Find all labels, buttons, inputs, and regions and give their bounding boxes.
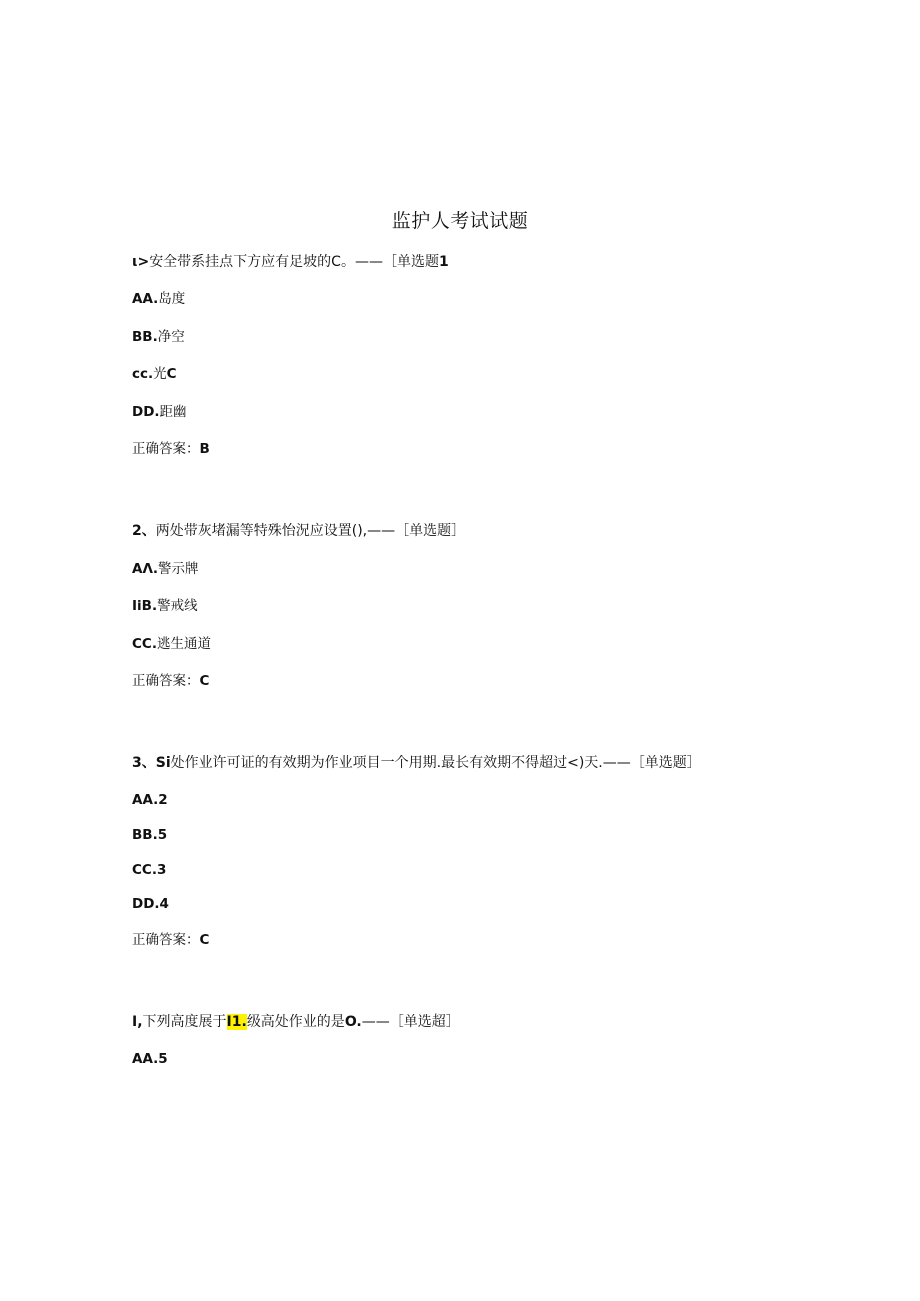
question-tag-end: 1 [438,254,449,270]
option-text: 光 [153,366,167,382]
question-2 [132,521,465,541]
option-c [132,634,211,654]
option-a [132,559,199,579]
option-text: 3 [156,862,167,878]
option-c [132,860,166,880]
option-text: 逃生通道 [156,636,211,652]
question-stem-part: O. [344,1014,362,1030]
option-b [132,825,167,845]
answer-line [132,930,209,950]
option-text: 5 [157,827,168,843]
question-stem-part: ——［单选超］ [361,1014,460,1030]
question-1 [132,252,449,272]
option-a [132,289,185,309]
option-letter: CC. [132,636,157,652]
option-text: 2 [158,792,168,808]
option-letter: IiB. [132,598,158,614]
option-d [132,894,169,914]
question-stem-part: 下列高度展于 [142,1014,227,1030]
question-4 [132,1012,460,1032]
option-suffix: C [166,366,177,382]
option-letter: DD. [132,404,160,420]
option-letter: BB. [132,827,158,843]
option-text: 岛度 [158,291,186,307]
question-prefix: Si [155,755,171,771]
option-text: 距幽 [159,404,187,420]
answer-label: 正确答案： [132,673,200,689]
answer-label: 正确答案： [132,932,200,948]
option-letter: DD. [132,896,160,912]
question-number: ι> [132,254,150,270]
option-letter: BB. [132,329,158,345]
option-letter: AA. [132,792,159,808]
option-a [132,790,168,810]
option-b [132,596,198,616]
answer-value: B [199,441,210,457]
page-title: 监护人考试试题 [391,210,529,232]
option-letter: cc. [132,366,154,382]
answer-line [132,671,209,691]
option-text: 警戒线 [157,598,198,614]
option-b [132,327,185,347]
answer-line [132,439,210,459]
answer-label: 正确答案： [132,441,200,457]
question-number: 3、 [132,755,156,771]
highlighted-text: I1. [226,1014,247,1030]
option-text: 5 [158,1051,168,1067]
question-number: I, [132,1014,143,1030]
question-stem: 安全带系挂点下方应有足坡的C。——［单选题 [149,254,439,270]
option-text: 净空 [157,329,185,345]
answer-value: C [199,673,210,689]
option-text: 4 [159,896,169,912]
option-a [132,1049,168,1069]
option-letter: AA. [132,291,159,307]
question-stem: 处作业许可证的有效期为作业项目一个用期.最长有效期不得超过<)天.——［单选题］ [170,755,701,771]
answer-value: C [199,932,210,948]
option-text: 警示牌 [158,561,199,577]
question-3 [132,753,701,773]
option-letter: CC. [132,862,157,878]
option-letter: AA. [132,1051,159,1067]
question-number: 2、 [132,523,156,539]
option-letter: AΛ. [132,561,159,577]
option-d [132,402,187,422]
option-c [132,364,177,384]
question-stem-part: 级高处作业的是 [246,1014,345,1030]
question-stem: 两处带灰堵漏等特殊怡況应设置(),——［单选题］ [155,523,466,539]
